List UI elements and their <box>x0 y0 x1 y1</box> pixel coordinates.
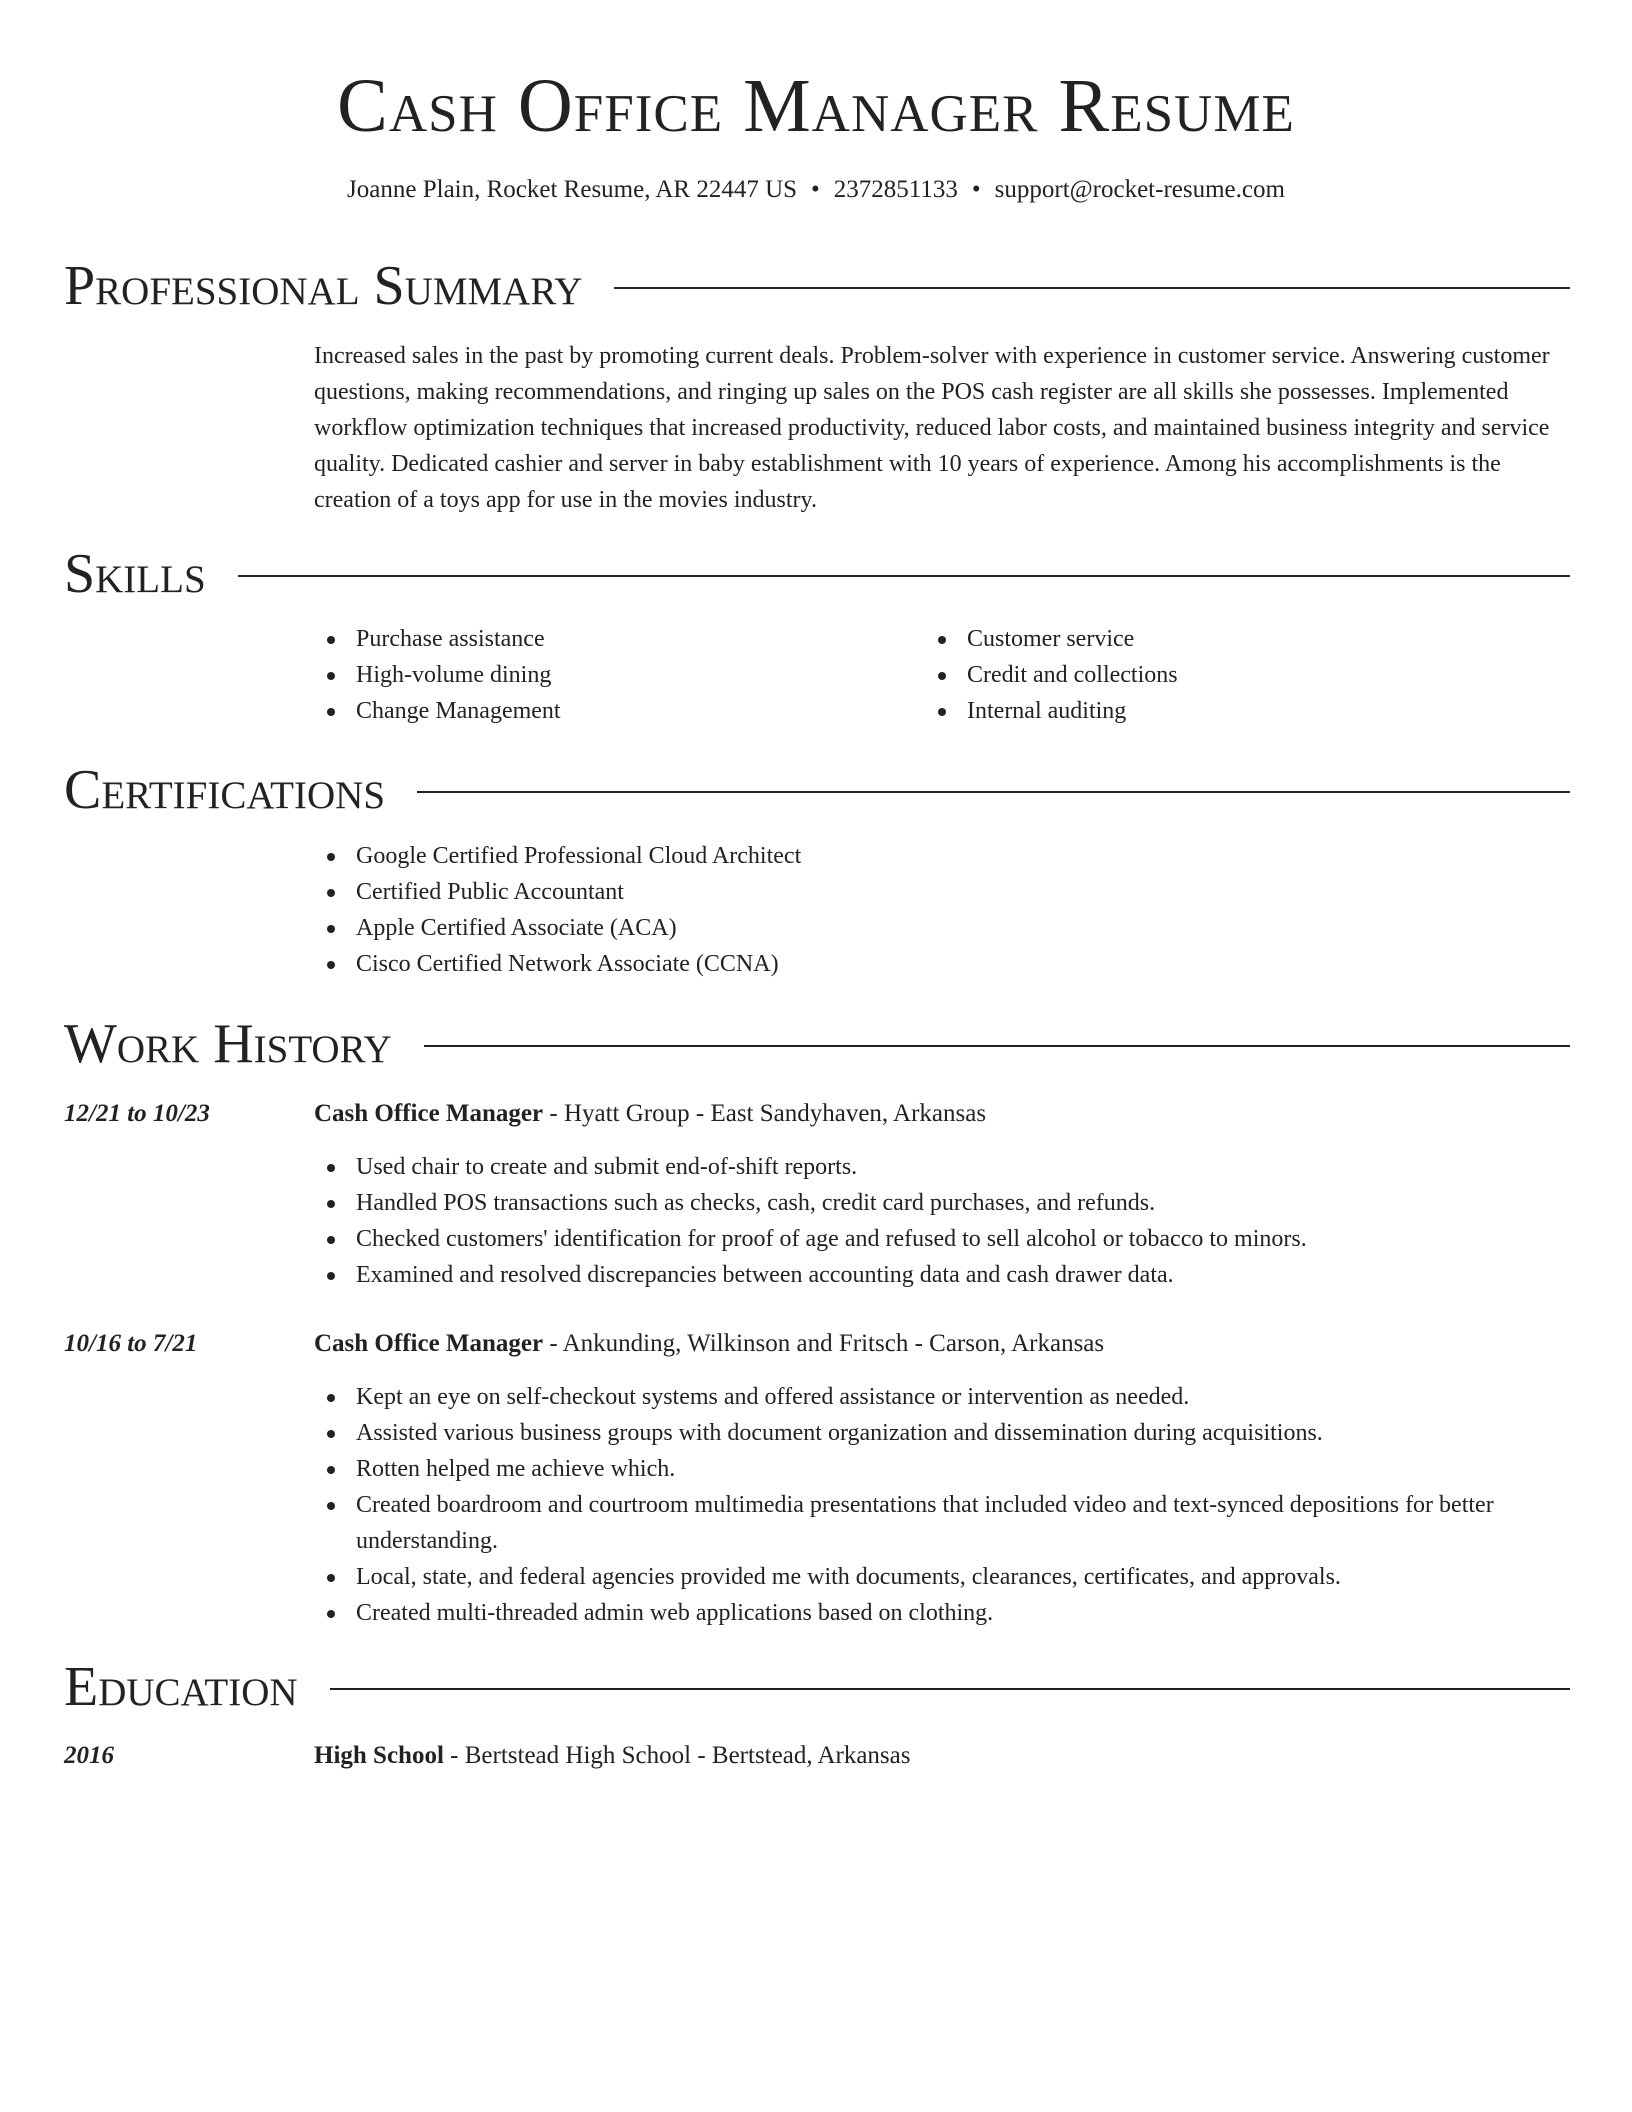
certifications-list <box>311 838 1567 982</box>
job-bullet: Local, state, and federal agencies provided me with documents, clearances, certificates, and approvals. <box>311 1559 1567 1595</box>
education-line <box>314 1738 1570 1774</box>
job-bullet: Rotten helped me achieve which. <box>311 1451 1567 1487</box>
certification-item: Google Certified Professional Cloud Architect <box>311 838 1567 874</box>
section-header-work-history <box>64 1009 1570 1079</box>
education-school: - Bertstead High School - Bertstead, Arkansas <box>443 1742 911 1769</box>
section-title-certifications: Certifications <box>64 759 386 821</box>
job-bullets <box>311 1379 1567 1631</box>
job-dates: 12/21 to 10/23 <box>64 1100 210 1127</box>
section-divider <box>330 1688 1570 1690</box>
job-employer: - Hyatt Group - East Sandyhaven, Arkansas <box>543 1100 987 1127</box>
job-title-line <box>314 1096 1570 1132</box>
section-header-skills <box>64 539 1570 609</box>
section-title-summary: Professional Summary <box>64 255 583 317</box>
section-title-work-history: Work History <box>64 1013 392 1075</box>
contact-separator: • <box>971 176 981 203</box>
certification-item: Apple Certified Associate (ACA) <box>311 910 1567 946</box>
job-employer: - Ankunding, Wilkinson and Fritsch - Carson, Arkansas <box>543 1330 1105 1357</box>
contact-email: support@rocket-resume.com <box>994 176 1285 203</box>
contact-separator: • <box>811 176 820 203</box>
job-bullet: Assisted various business groups with document organization and dissemination during acquisitions. <box>311 1415 1567 1451</box>
section-divider <box>238 575 1570 577</box>
skill-item: Credit and collections <box>922 657 1562 693</box>
resume-title: Cash Office Manager Resume <box>337 64 1295 148</box>
job-bullet: Used chair to create and submit end-of-shift reports. <box>311 1149 1567 1185</box>
section-title-education: Education <box>64 1656 298 1718</box>
job-bullet: Kept an eye on self-checkout systems and offered assistance or intervention as needed. <box>311 1379 1567 1415</box>
job-bullets <box>311 1149 1567 1293</box>
skills-list-left <box>311 621 911 729</box>
job-dates: 10/16 to 7/21 <box>64 1330 198 1357</box>
job-bullet: Handled POS transactions such as checks, cash, credit card purchases, and refunds. <box>311 1185 1567 1221</box>
section-header-summary <box>64 251 1570 321</box>
certification-item: Cisco Certified Network Associate (CCNA) <box>311 946 1567 982</box>
section-divider <box>417 791 1570 793</box>
education-year: 2016 <box>64 1742 114 1769</box>
education-degree: High School <box>314 1742 444 1769</box>
job-bullet: Created multi-threaded admin web applications based on clothing. <box>311 1595 1567 1631</box>
section-title-skills: Skills <box>64 543 206 605</box>
section-divider <box>424 1045 1570 1047</box>
section-header-certifications <box>64 755 1570 825</box>
job-role: Cash Office Manager <box>314 1100 544 1127</box>
certification-item: Certified Public Accountant <box>311 874 1567 910</box>
skill-item: Change Management <box>311 693 911 729</box>
skill-item: High-volume dining <box>311 657 911 693</box>
job-bullet: Examined and resolved discrepancies between accounting data and cash drawer data. <box>311 1257 1567 1293</box>
job-bullet: Created boardroom and courtroom multimedia presentations that included video and text-synced depositions for better understanding. <box>311 1487 1567 1559</box>
skill-item: Purchase assistance <box>311 621 911 657</box>
contact-address: Joanne Plain, Rocket Resume, AR 22447 US <box>347 176 798 203</box>
contact-line <box>0 172 1632 208</box>
summary-text: Increased sales in the past by promoting current deals. Problem-solver with experience in customer service. Answering customer questions, making recommendations, and ringing up sales on the POS cash register are all skills she possesses. Implemented workflow optimization techniques that increased productivity, reduced labor costs, and maintained business integrity and service quality. Dedicated cashier and server in baby establishment with 10 years of experience. Among his accomplishments is the creation of a toys app for use in the movies industry. <box>314 343 1550 513</box>
job-title-line <box>314 1326 1570 1362</box>
skill-item: Internal auditing <box>922 693 1562 729</box>
section-divider <box>614 287 1570 289</box>
job-bullet: Checked customers' identification for proof of age and refused to sell alcohol or tobacco to minors. <box>311 1221 1567 1257</box>
contact-phone: 2372851133 <box>833 176 958 203</box>
skill-item: Customer service <box>922 621 1562 657</box>
section-header-education <box>64 1652 1570 1722</box>
job-role: Cash Office Manager <box>314 1330 544 1357</box>
skills-list-right <box>922 621 1562 729</box>
